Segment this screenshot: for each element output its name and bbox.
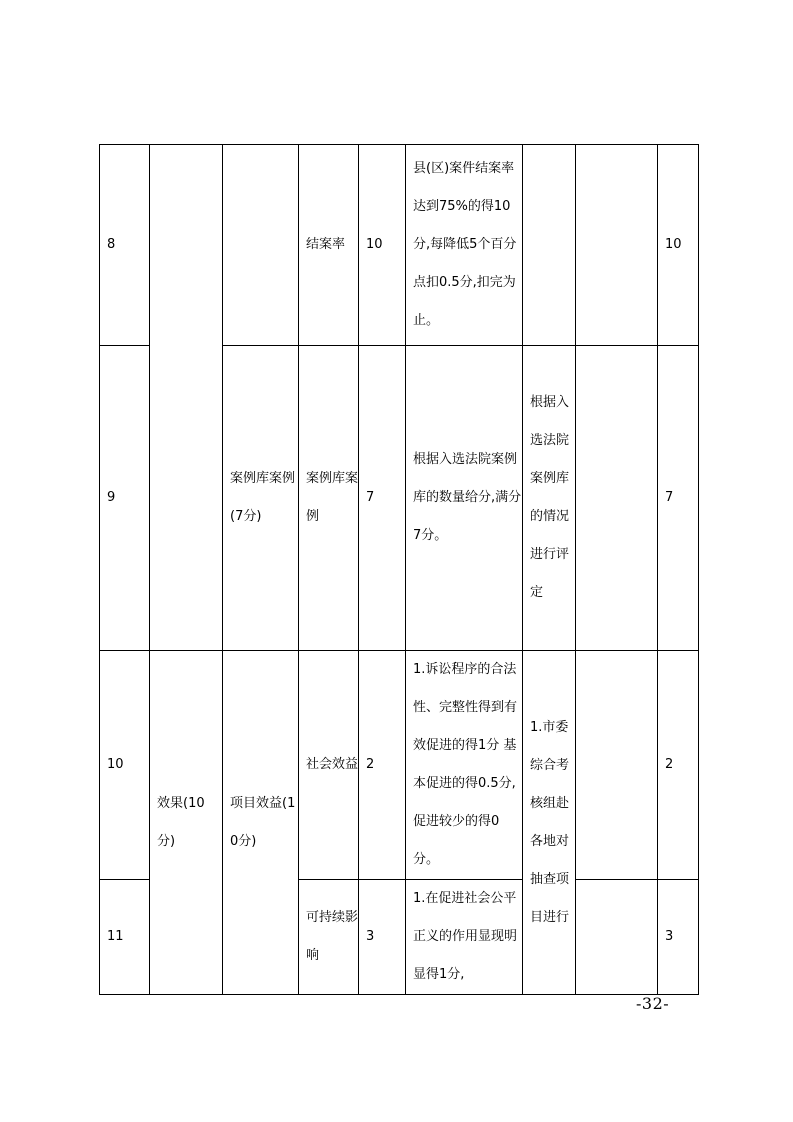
final-score-cell: 7 — [658, 346, 699, 651]
final-score-cell: 10 — [658, 145, 699, 346]
final-score-cell: 2 — [658, 651, 699, 880]
page-number: -32- — [636, 994, 670, 1013]
indicator-cell: 案例库案例(7分) — [223, 346, 299, 651]
final-score-cell: 3 — [658, 880, 699, 995]
category-cell — [150, 145, 223, 651]
score-cell: 10 — [359, 145, 406, 346]
row-number: 8 — [100, 145, 150, 346]
deduction-cell — [576, 145, 658, 346]
method-cell: 1.市委综合考核组赴各地对抽查项目进行 — [523, 651, 576, 995]
method-cell — [523, 145, 576, 346]
table-row — [100, 145, 699, 346]
deduction-cell — [576, 346, 658, 651]
score-cell: 7 — [359, 346, 406, 651]
indicator-cell — [223, 145, 299, 346]
row-number: 11 — [100, 880, 150, 995]
sub-indicator-cell: 案例库案例 — [299, 346, 359, 651]
category-cell: 效果(10分) — [150, 651, 223, 995]
evaluation-table — [99, 144, 699, 995]
standard-cell: 1.在促进社会公平正义的作用显现明显得1分, — [406, 880, 523, 995]
standard-cell: 县(区)案件结案率达到75%的得10分,每降低5个百分点扣0.5分,扣完为止。 — [406, 145, 523, 346]
indicator-cell: 项目效益(10分) — [223, 651, 299, 995]
standard-cell: 1.诉讼程序的合法性、完整性得到有效促进的得1分 基本促进的得0.5分,促进较少的得0分。 — [406, 651, 523, 880]
score-cell: 3 — [359, 880, 406, 995]
sub-indicator-cell: 社会效益 — [299, 651, 359, 880]
row-number: 10 — [100, 651, 150, 880]
deduction-cell — [576, 651, 658, 880]
score-cell: 2 — [359, 651, 406, 880]
table-row — [100, 651, 699, 880]
method-cell: 根据入选法院案例库的情况进行评定 — [523, 346, 576, 651]
standard-cell: 根据入选法院案例库的数量给分,满分7分。 — [406, 346, 523, 651]
sub-indicator-cell: 结案率 — [299, 145, 359, 346]
sub-indicator-cell: 可持续影响 — [299, 880, 359, 995]
row-number: 9 — [100, 346, 150, 651]
deduction-cell — [576, 880, 658, 995]
